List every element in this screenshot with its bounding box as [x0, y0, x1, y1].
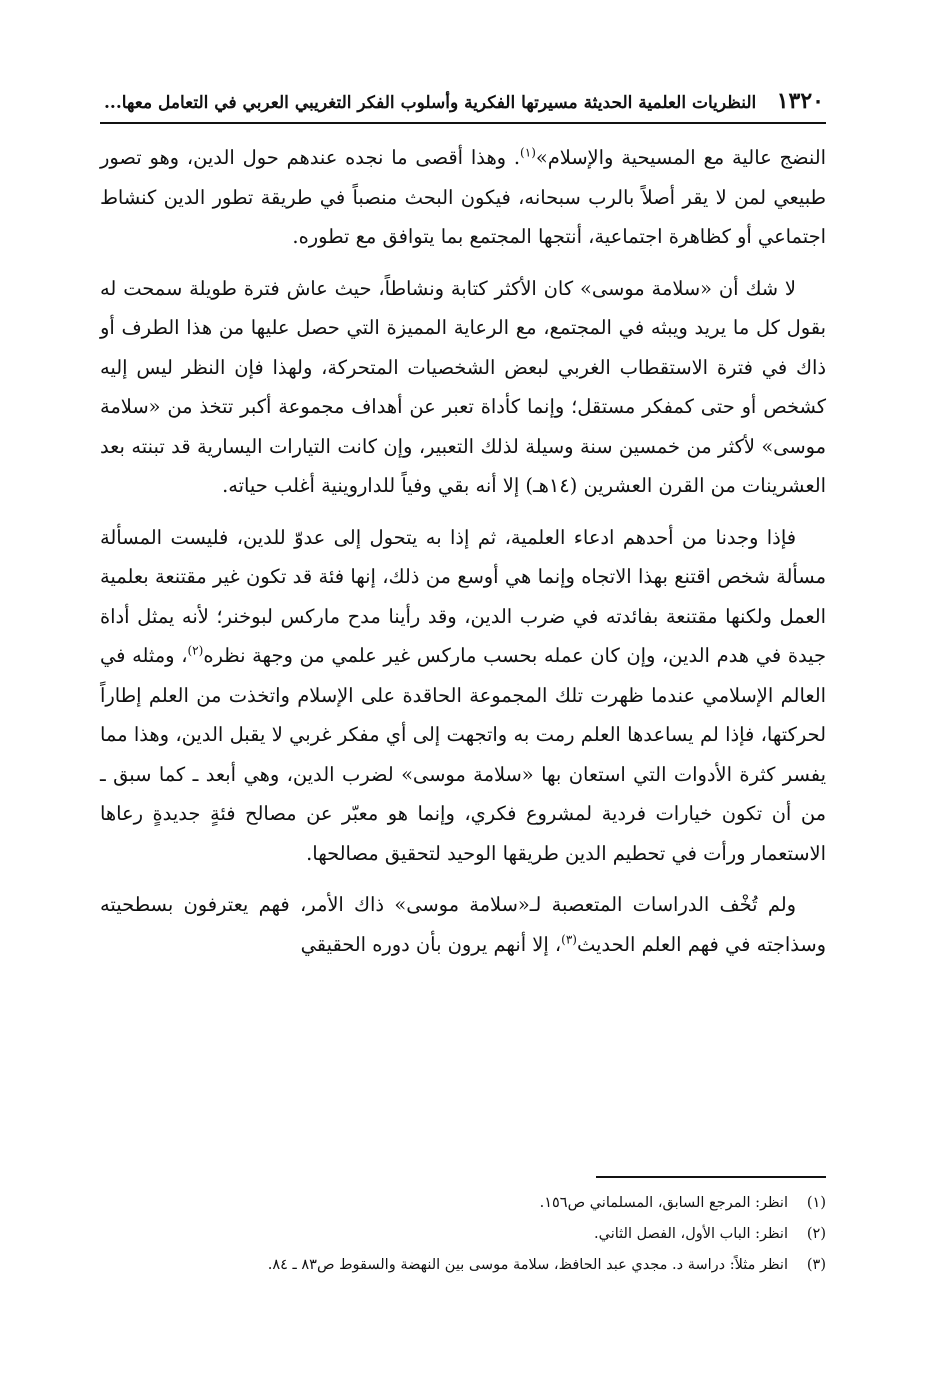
- body-text: [100, 138, 826, 964]
- paragraph-text: لا شك أن «سلامة موسى» كان الأكثر كتابة ونشاطاً، حيث عاش فترة طويلة سمحت له بقول كل ما يريد ويبثه في المجتمع، مع الرعاية المميزة التي حصل عليها من هذا الطرف أو ذاك في فترة الاستقطاب الغربي لبعض الشخصيات المتحركة، ولهذا فإن النظر ليس إليه كشخص أو حتى كمفكر مستقل؛ وإنما كأداة تعبر عن أهداف مجموعة أكبر تتخذ من «سلامة موسى» لأكثر من خمسين سنة وسيلة لذلك التعبير، وإن كانت التيارات اليسارية قد تبنته بعد العشرينات من القرن العشرين (١٤هـ) إلا أنه بقي وفياً للداروينية أغلب حياته.: [100, 276, 826, 497]
- footnote-separator: [596, 1176, 826, 1178]
- footnote-ref-1: (١): [520, 145, 536, 160]
- page-number: ١٣٢٠: [776, 88, 824, 114]
- running-title: النظريات العلمية الحديثة مسيرتها الفكرية وأسلوب الفكر التغريبي العربي في التعامل معها...: [104, 93, 757, 113]
- paragraph-1: [100, 138, 826, 257]
- book-page: [100, 88, 826, 1308]
- footnote-number: (٢): [806, 1226, 826, 1242]
- footnote-text: انظر: المرجع السابق، المسلماني ص١٥٦.: [539, 1195, 788, 1211]
- footnote-text: انظر مثلاً: دراسة د. مجدي عبد الحافظ، سلامة موسى بين النهضة والسقوط ص٨٣ ـ ٨٤.: [267, 1257, 788, 1273]
- paragraph-text: فإذا وجدنا من أحدهم ادعاء العلمية، ثم إذا به يتحول إلى عدوّ للدين، فليست المسألة مسألة شخص اقتنع بهذا الاتجاه وإنما هي أوسع من ذلك، إنها فئة قد تكون غير مقتنعة بعلمية العمل ولكنها مقتنعة بفائدته في ضرب الدين، وقد رأينا مدح ماركس لبوخنر؛ لأنه يمثل أداة جيدة في هدم الدين، وإن كان عمله بحسب ماركس غير علمي من وجهة نظره: [100, 525, 826, 667]
- paragraph-3: [100, 518, 826, 874]
- paragraph-text: ولم تُخْف الدراسات المتعصبة لـ«سلامة موسى» ذاك الأمر، فهم يعترفون بسطحيته وسذاجته في فهم العلم الحديث: [100, 893, 826, 956]
- footnote-ref-2: (٢): [187, 643, 204, 658]
- footnotes: [100, 1176, 826, 1281]
- footnote-number: (٣): [806, 1257, 826, 1273]
- footnote-2: [100, 1219, 826, 1250]
- footnote-1: [100, 1188, 826, 1219]
- footnote-text: انظر: الباب الأول، الفصل الثاني.: [594, 1226, 788, 1242]
- paragraph-text: ، إلا أنهم يرون بأن دوره الحقيقي: [300, 932, 562, 956]
- paragraph-text: ، ومثله في العالم الإسلامي عندما ظهرت تلك المجموعة الحاقدة على الإسلام واتخذت من العلم إطاراً لحركتها، فإذا لم يساعدها العلم رمت به واتجهت إلى أي مفكر غربي لا يقبل الدين، وهذا مما يفسر كثرة الأدوات التي استعان بها «سلامة موسى» لضرب الدين، وهي أبعد ـ كما سبق ـ من أن تكون خيارات فردية لمشروع فكري، وإنما هو معبّر عن مصالح فئةٍ جديدةٍ رعاها الاستعمار ورأت في تحطيم الدين طريقها الوحيد لتحقيق مصالحها.: [100, 644, 826, 865]
- paragraph-text: النضج عالية مع المسيحية والإسلام»: [535, 146, 826, 169]
- paragraph-2: [100, 269, 826, 506]
- running-header: [100, 88, 826, 124]
- paragraph-text: . وهذا أقصى ما نجده عندهم حول الدين، وهو تصور طبيعي لمن لا يقر أصلاً بالرب سبحانه، فيكون البحث منصباً في طريقة تطور الدين كنشاط اجتماعي أو كظاهرة اجتماعية، أنتجها المجتمع بما يتوافق مع تطوره.: [100, 146, 826, 248]
- paragraph-4: [100, 885, 826, 964]
- footnote-number: (١): [806, 1195, 826, 1211]
- footnote-3: [100, 1250, 826, 1281]
- footnote-ref-3: (٣): [561, 932, 577, 947]
